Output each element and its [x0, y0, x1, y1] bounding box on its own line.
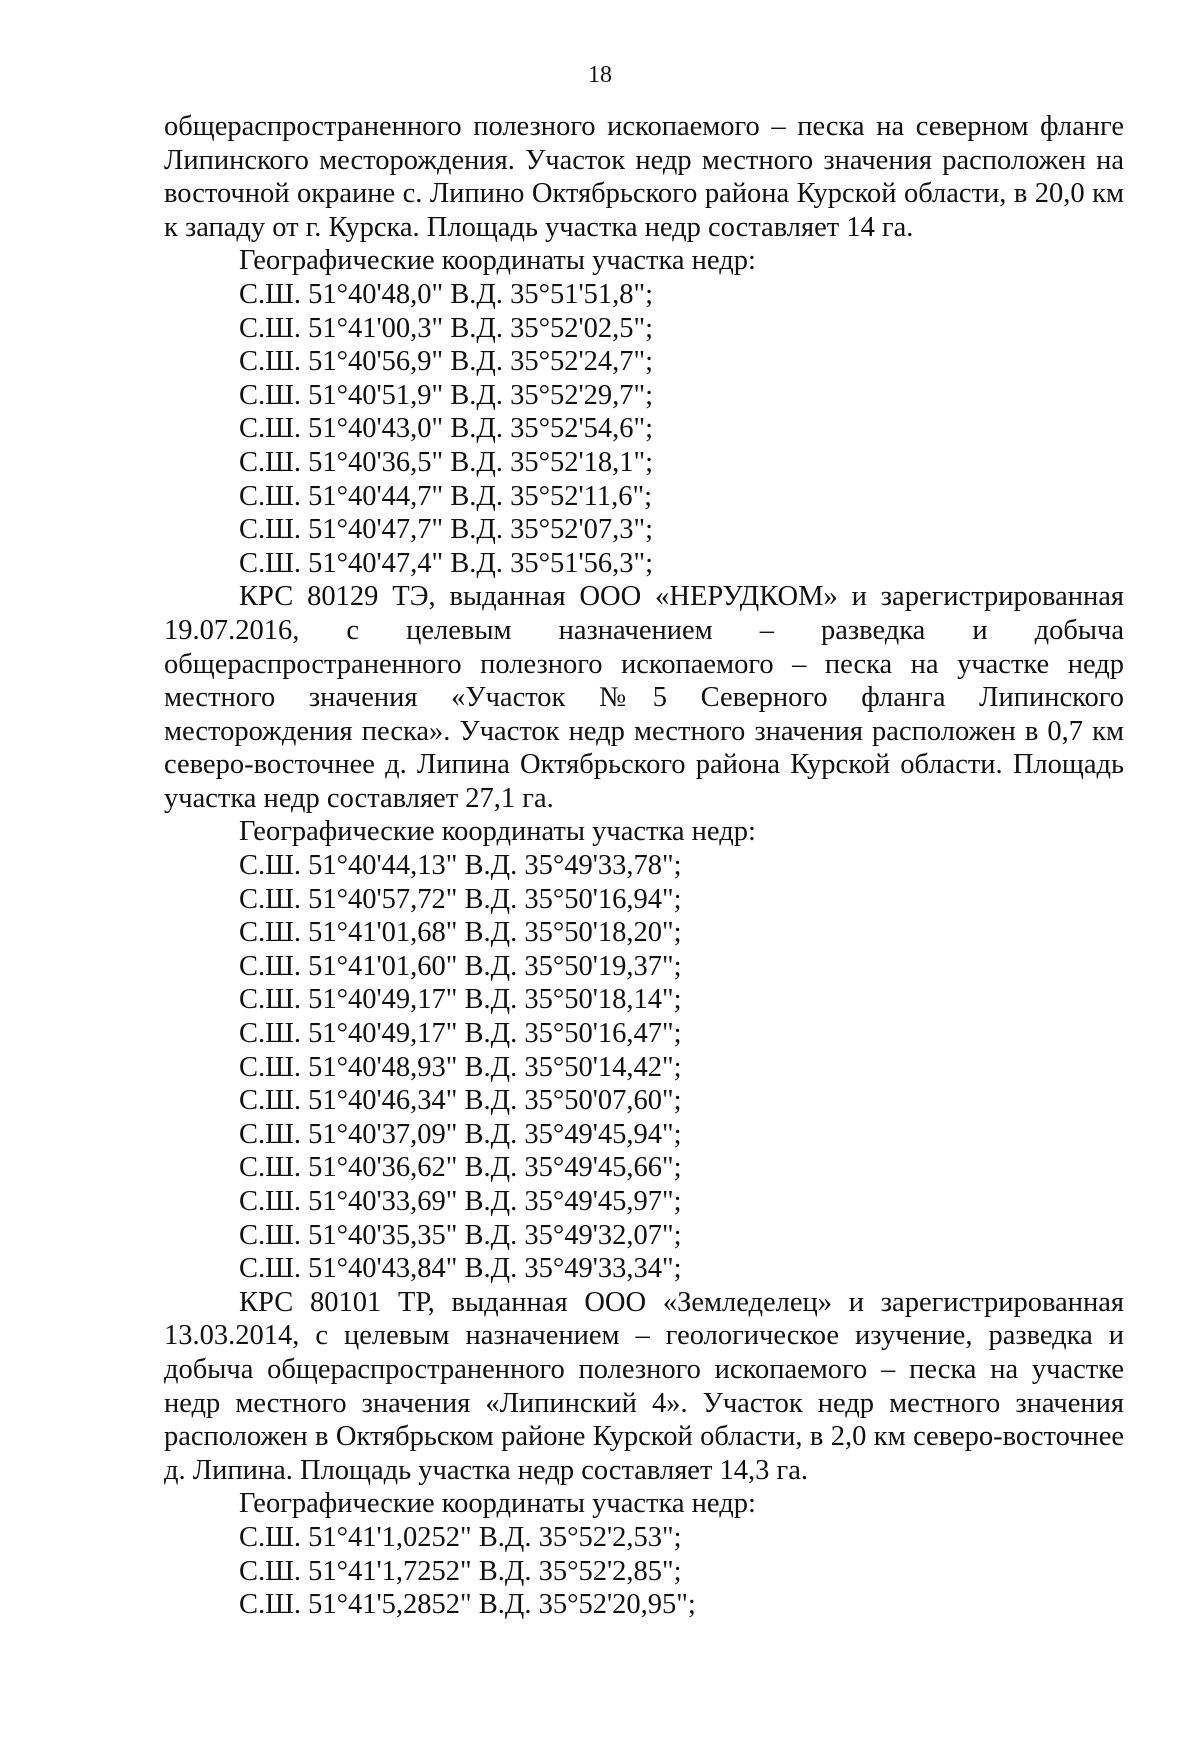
page-number: 18 — [588, 62, 612, 88]
coordinate-line: С.Ш. 51°40'36,5" В.Д. 35°52'18,1"; — [239, 446, 654, 478]
coordinate-line: С.Ш. 51°40'48,0" В.Д. 35°51'51,8"; — [239, 278, 654, 310]
coordinate-line: С.Ш. 51°40'47,7" В.Д. 35°52'07,3"; — [239, 514, 654, 546]
coordinate-line: С.Ш. 51°41'5,2852" В.Д. 35°52'20,95"; — [239, 1589, 696, 1621]
coordinate-line: С.Ш. 51°40'57,72" В.Д. 35°50'16,94"; — [239, 883, 682, 915]
coordinate-line: С.Ш. 51°40'56,9" В.Д. 35°52'24,7"; — [239, 346, 654, 378]
coordinate-line: С.Ш. 51°40'51,9" В.Д. 35°52'29,7"; — [239, 379, 654, 411]
coordinate-line: С.Ш. 51°40'44,7" В.Д. 35°52'11,6"; — [239, 480, 653, 512]
coordinate-line: С.Ш. 51°40'43,84" В.Д. 35°49'33,34"; — [239, 1253, 682, 1285]
coordinate-line: С.Ш. 51°40'35,35" В.Д. 35°49'32,07"; — [239, 1219, 682, 1251]
section3-coords-heading: Географические координаты участка недр: — [239, 1488, 756, 1520]
section2-coords-heading: Географические координаты участка недр: — [239, 816, 756, 848]
coordinate-line: С.Ш. 51°40'36,62" В.Д. 35°49'45,66"; — [239, 1152, 682, 1184]
coordinate-line: С.Ш. 51°40'46,34" В.Д. 35°50'07,60"; — [239, 1085, 682, 1117]
coordinate-line: С.Ш. 51°41'1,7252" В.Д. 35°52'2,85"; — [239, 1555, 682, 1587]
section2-text: КРС 80129 ТЭ, выданная ООО «НЕРУДКОМ» и зарегистрированная 19.07.2016, с целевым назначением – разведка и добыча общераспространенного полезного ископаемого – песка на участке недр местного значения «Участок №5 Северного фланга Липинского месторождения песка». Участок недр местного значения расположен в 0,7 км северо-восточнее д. Липина Октябрьского района Курской области. Площадь участка недр составляет 27,1 га. — [164, 581, 1124, 814]
coordinate-line: С.Ш. 51°40'49,17" В.Д. 35°50'18,14"; — [239, 984, 682, 1016]
coordinate-line: С.Ш. 51°41'01,68" В.Д. 35°50'18,20"; — [239, 917, 682, 949]
section1-text: общераспространенного полезного ископаемого – песка на северном фланге Липинского месторождения. Участок недр местного значения расположен на восточной окраине с. Липино Октябрьского района Курской области, в 20,0 км к западу от г. Курска. Площадь участка недр составляет 14 га. — [164, 111, 1124, 243]
coordinate-line: С.Ш. 51°40'49,17" В.Д. 35°50'16,47"; — [239, 1018, 682, 1050]
document-body — [164, 110, 1124, 1622]
coordinate-line: С.Ш. 51°40'44,13" В.Д. 35°49'33,78"; — [239, 850, 682, 882]
coordinate-line: С.Ш. 51°41'01,60" В.Д. 35°50'19,37"; — [239, 950, 682, 982]
section3-text: КРС 80101 ТР, выданная ООО «Земледелец» и зарегистрированная 13.03.2014, с целевым назначением – геологическое изучение, разведка и добыча общераспространенного полезного ископаемого – песка на участке недр местного значения «Липинский 4». Участок недр местного значения расположен в Октябрьском районе Курской области, в 2,0 км северо-восточнее д. Липина. Площадь участка недр составляет 14,3 га. — [164, 1286, 1124, 1486]
coordinate-line: С.Ш. 51°40'48,93" В.Д. 35°50'14,42"; — [239, 1051, 682, 1083]
coordinate-line: С.Ш. 51°40'47,4" В.Д. 35°51'56,3"; — [239, 547, 654, 579]
coordinate-line: С.Ш. 51°40'43,0" В.Д. 35°52'54,6"; — [239, 413, 654, 445]
coordinate-line: С.Ш. 51°40'33,69" В.Д. 35°49'45,97"; — [239, 1186, 682, 1217]
coordinate-line: С.Ш. 51°41'00,3" В.Д. 35°52'02,5"; — [239, 312, 654, 344]
section1-coords-heading: Географические координаты участка недр: — [239, 245, 756, 277]
coordinate-line: С.Ш. 51°41'1,0252" В.Д. 35°52'2,53"; — [239, 1521, 682, 1553]
coordinate-line: С.Ш. 51°40'37,09" В.Д. 35°49'45,94"; — [239, 1118, 682, 1150]
